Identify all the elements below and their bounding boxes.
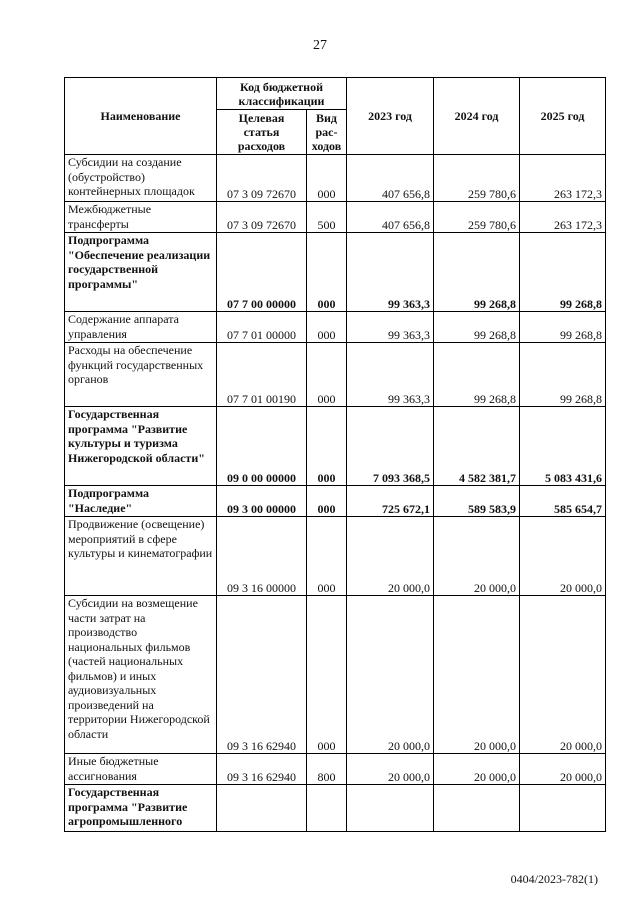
header-name: Наименование [65, 78, 217, 155]
row-value-2025: 20 000,0 [520, 596, 606, 754]
row-value-2025: 263 172,3 [520, 202, 606, 233]
row-expense-kind [307, 785, 347, 832]
row-value-2025: 263 172,3 [520, 155, 606, 202]
row-value-2024: 259 780,6 [434, 202, 520, 233]
header-2025: 2025 год [520, 78, 606, 155]
row-name: Содержание аппарата управления [65, 312, 217, 343]
row-value-2023 [347, 785, 434, 832]
row-value-2023: 407 656,8 [347, 155, 434, 202]
row-name: Государственная программа "Развитие агропромышленного [65, 785, 217, 832]
row-value-2025: 99 268,8 [520, 312, 606, 343]
row-value-2023: 407 656,8 [347, 202, 434, 233]
row-expense-kind: 800 [307, 754, 347, 785]
table-row [65, 754, 606, 785]
row-value-2024: 589 583,9 [434, 486, 520, 517]
row-value-2024: 20 000,0 [434, 754, 520, 785]
row-target-code [217, 785, 307, 832]
row-expense-kind: 000 [307, 343, 347, 407]
row-name: Подпрограмма "Наследие" [65, 486, 217, 517]
row-expense-kind: 000 [307, 517, 347, 596]
row-value-2025: 99 268,8 [520, 343, 606, 407]
row-target-code: 07 3 09 72670 [217, 202, 307, 233]
page-number: 27 [313, 38, 327, 53]
row-value-2023: 20 000,0 [347, 596, 434, 754]
header-2023: 2023 год [347, 78, 434, 155]
row-value-2024: 259 780,6 [434, 155, 520, 202]
row-name: Государственная программа "Развитие культуры и туризма Нижегородской области" [65, 407, 217, 486]
row-value-2024: 99 268,8 [434, 343, 520, 407]
row-target-code: 07 7 01 00190 [217, 343, 307, 407]
table-row [65, 343, 606, 407]
row-value-2025: 99 268,8 [520, 233, 606, 312]
row-expense-kind: 000 [307, 155, 347, 202]
row-name: Иные бюджетные ассигнования [65, 754, 217, 785]
row-value-2025: 20 000,0 [520, 517, 606, 596]
table-row [65, 155, 606, 202]
row-name: Продвижение (освещение) мероприятий в сфере культуры и кинематографии [65, 517, 217, 596]
row-target-code: 09 3 00 00000 [217, 486, 307, 517]
row-target-code: 09 3 16 00000 [217, 517, 307, 596]
table-row [65, 486, 606, 517]
row-expense-kind: 000 [307, 233, 347, 312]
row-name: Расходы на обеспечение функций государственных органов [65, 343, 217, 407]
row-value-2023: 99 363,3 [347, 343, 434, 407]
row-value-2023: 20 000,0 [347, 754, 434, 785]
row-value-2024: 99 268,8 [434, 233, 520, 312]
row-value-2024: 20 000,0 [434, 596, 520, 754]
row-value-2025: 5 083 431,6 [520, 407, 606, 486]
table-row [65, 202, 606, 233]
table-row [65, 596, 606, 754]
row-value-2025 [520, 785, 606, 832]
row-value-2025: 20 000,0 [520, 754, 606, 785]
row-target-code: 07 7 00 00000 [217, 233, 307, 312]
row-expense-kind: 000 [307, 486, 347, 517]
table-row [65, 785, 606, 832]
row-target-code: 07 7 01 00000 [217, 312, 307, 343]
row-value-2023: 725 672,1 [347, 486, 434, 517]
row-name: Подпрограмма "Обеспечение реализации государственной программы" [65, 233, 217, 312]
document-code: 0404/2023-782(1) [510, 872, 598, 886]
row-name: Субсидии на возмещение части затрат на производство национальных фильмов (частей национальных фильмов) и иных аудиовизуальных произведений на территории Нижегородской области [65, 596, 217, 754]
row-expense-kind: 500 [307, 202, 347, 233]
row-target-code: 09 3 16 62940 [217, 596, 307, 754]
row-expense-kind: 000 [307, 312, 347, 343]
row-value-2023: 7 093 368,5 [347, 407, 434, 486]
row-value-2023: 99 363,3 [347, 312, 434, 343]
row-value-2025: 585 654,7 [520, 486, 606, 517]
row-value-2024: 20 000,0 [434, 517, 520, 596]
table-row [65, 517, 606, 596]
row-target-code: 09 0 00 00000 [217, 407, 307, 486]
row-value-2023: 99 363,3 [347, 233, 434, 312]
row-target-code: 07 3 09 72670 [217, 155, 307, 202]
header-classification: Код бюджетной классификации [217, 78, 347, 110]
table-row [65, 407, 606, 486]
table-row [65, 312, 606, 343]
row-name: Субсидии на создание (обустройство) контейнерных площадок [65, 155, 217, 202]
row-expense-kind: 000 [307, 407, 347, 486]
row-value-2024: 4 582 381,7 [434, 407, 520, 486]
header-2024: 2024 год [434, 78, 520, 155]
row-name: Межбюджетные трансферты [65, 202, 217, 233]
row-target-code: 09 3 16 62940 [217, 754, 307, 785]
header-target-article: Целевая статья расходов [217, 110, 307, 155]
header-expense-kind: Вид рас- ходов [307, 110, 347, 155]
budget-table [64, 77, 606, 832]
row-value-2024: 99 268,8 [434, 312, 520, 343]
table-row [65, 233, 606, 312]
row-expense-kind: 000 [307, 596, 347, 754]
row-value-2023: 20 000,0 [347, 517, 434, 596]
row-value-2024 [434, 785, 520, 832]
